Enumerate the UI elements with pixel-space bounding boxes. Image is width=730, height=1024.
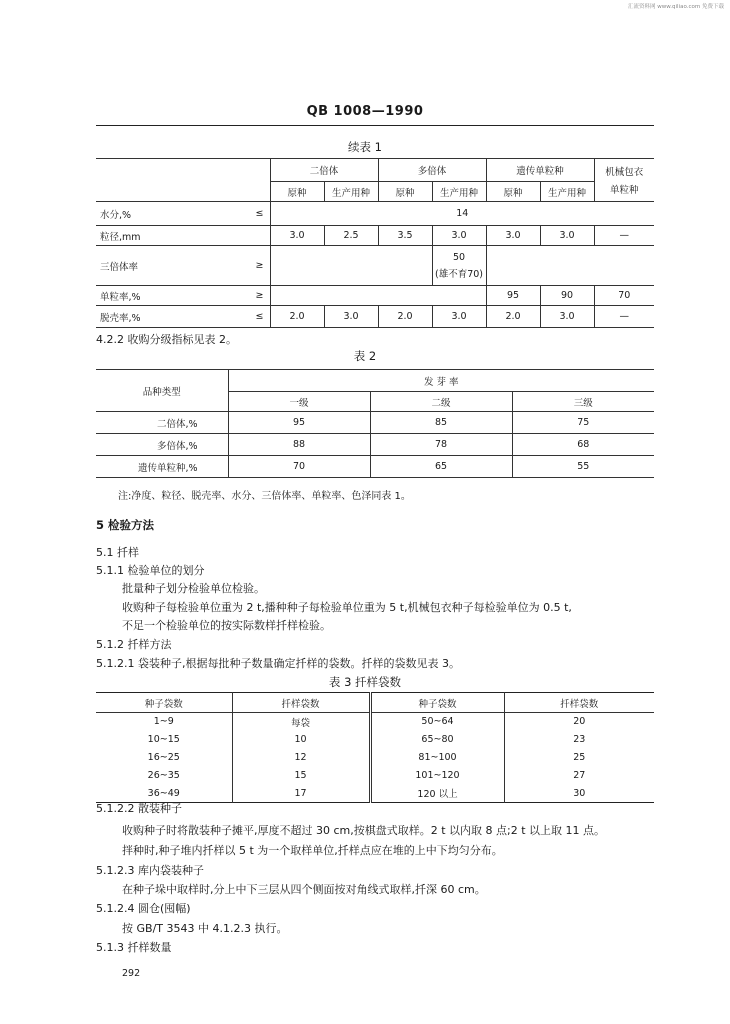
table1-triploid-note: (雄不育70) xyxy=(434,268,483,280)
table2-cell: 65 xyxy=(370,456,512,478)
table2-grade: 一级 xyxy=(228,392,370,412)
table2-cell: 68 xyxy=(512,434,654,456)
table1-row-label: 粒径,mm xyxy=(96,226,240,246)
table3-cell: 16~25 xyxy=(147,752,180,763)
table3-header: 扦样袋数 xyxy=(504,693,654,713)
page-number: 292 xyxy=(122,968,141,979)
table1-group-mech-line2: 单粒种 xyxy=(609,185,639,196)
table2-caption: 表 2 xyxy=(353,349,377,363)
table1-cell-empty xyxy=(270,246,432,286)
table1-cell: 3.5 xyxy=(378,226,432,246)
table1-cell: 2.0 xyxy=(270,306,324,328)
table1-cell: — xyxy=(594,306,654,328)
table1-row-label: 水分,% xyxy=(96,202,240,226)
table1-group-mech xyxy=(594,159,654,202)
table1-group: 多倍体 xyxy=(378,159,486,182)
clause-5-1: 5.1 扦样 xyxy=(96,546,139,559)
paragraph: 按 GB/T 3543 中 4.1.2.3 执行。 xyxy=(122,922,288,935)
table2-row-label: 多倍体,% xyxy=(96,434,228,456)
table2 xyxy=(96,369,654,478)
table1-group-mech-line1: 机械包衣 xyxy=(605,167,644,178)
table2-note: 注:净度、粒径、脱壳率、水分、三倍体率、单粒率、色泽同表 1。 xyxy=(118,491,411,502)
table1-row-label: 单粒率,% xyxy=(96,286,240,306)
paragraph: 批量种子划分检验单位检验。 xyxy=(122,582,265,595)
table1 xyxy=(96,158,654,328)
table1-cell-merged: 14 xyxy=(270,202,654,226)
table1-cell: 2.0 xyxy=(378,306,432,328)
table1-group: 二倍体 xyxy=(270,159,378,182)
table1-cell-empty xyxy=(270,286,486,306)
table1-row-symbol: ≥ xyxy=(240,286,270,306)
table2-row-label: 二倍体,% xyxy=(96,412,228,434)
table1-sub: 生产用种 xyxy=(540,182,594,202)
paragraph: 不足一个检验单位的按实际数样扦样检验。 xyxy=(122,619,331,632)
table1-group: 遗传单粒种 xyxy=(486,159,594,182)
table3-cell: 120 以上 xyxy=(370,785,504,803)
table3-cell: 26~35 xyxy=(147,770,180,781)
table2-cell: 85 xyxy=(370,412,512,434)
table2-group-header: 发 芽 率 xyxy=(228,370,654,392)
clause-5-1-2: 5.1.2 扦样方法 xyxy=(96,638,172,651)
table1-triploid-value: 50 xyxy=(452,251,466,263)
clause-5-1-2-3: 5.1.2.3 库内袋装种子 xyxy=(96,864,204,877)
watermark: 汇流资料网 www.qiliao.com 免费下载 xyxy=(628,4,724,10)
clause-5-1-1: 5.1.1 检验单位的划分 xyxy=(96,564,205,577)
table1-sub: 原种 xyxy=(486,182,540,202)
table1-sub: 生产用种 xyxy=(324,182,378,202)
table3-cell: 10 xyxy=(232,731,370,749)
table3 xyxy=(96,692,654,803)
table2-cell: 55 xyxy=(512,456,654,478)
standard-number: QB 1008—1990 xyxy=(306,104,424,119)
table3-cell: 15 xyxy=(232,767,370,785)
table1-cell-empty xyxy=(486,246,654,286)
clause-5-1-3: 5.1.3 扦样数量 xyxy=(96,941,172,954)
table3-cell: 10~15 xyxy=(147,734,180,745)
section-5-title: 5 检验方法 xyxy=(96,518,155,532)
table2-cell: 75 xyxy=(512,412,654,434)
table1-cell: 3.0 xyxy=(324,306,378,328)
table1-cell: 3.0 xyxy=(432,306,486,328)
paragraph: 在种子垛中取样时,分上中下三层从四个侧面按对角线式取样,扦深 60 cm。 xyxy=(122,883,486,896)
table3-header: 种子袋数 xyxy=(370,693,504,713)
table3-cell: 27 xyxy=(504,767,654,785)
table2-cell: 78 xyxy=(370,434,512,456)
table1-row-symbol: ≤ xyxy=(240,306,270,328)
paragraph: 收购种子每检验单位重为 2 t,播种种子每检验单位重为 5 t,机械包衣种子每检验单位为 0.5 t, xyxy=(122,601,572,614)
table3-header: 扦样袋数 xyxy=(232,693,370,713)
paragraph: 拌种时,种子堆内扦样以 5 t 为一个取样单位,扦样点应在堆的上中下均匀分布。 xyxy=(122,844,503,857)
table1-cell: 95 xyxy=(486,286,540,306)
clause-5-1-2-2: 5.1.2.2 散装种子 xyxy=(96,802,182,815)
paragraph: 收购种子时将散装种子摊平,厚度不超过 30 cm,按棋盘式取样。2 t 以内取 8 点;2 t 以上取 11 点。 xyxy=(122,824,606,837)
table1-cell: 90 xyxy=(540,286,594,306)
table1-sub: 生产用种 xyxy=(432,182,486,202)
table1-cell: 2.0 xyxy=(486,306,540,328)
table3-caption: 表 3 扦样袋数 xyxy=(328,675,402,689)
clause-5-1-2-1: 5.1.2.1 袋装种子,根据每批种子数量确定扦样的袋数。扦样的袋数见表 3。 xyxy=(96,657,460,670)
table3-cell: 25 xyxy=(504,749,654,767)
table1-corner xyxy=(96,159,270,202)
table2-cell: 70 xyxy=(228,456,370,478)
table1-cell: 3.0 xyxy=(540,306,594,328)
table3-cell: 1~9 xyxy=(153,716,174,728)
table1-row-label: 三倍体率 xyxy=(96,246,240,286)
table1-cell: — xyxy=(594,226,654,246)
table1-cell: 3.0 xyxy=(540,226,594,246)
table3-cell: 65~80 xyxy=(370,731,504,749)
table2-cell: 95 xyxy=(228,412,370,434)
table1-row-label: 脱壳率,% xyxy=(96,306,240,328)
table3-cell: 每袋 xyxy=(232,713,370,731)
table1-row-symbol: ≤ xyxy=(240,202,270,226)
table1-cell: 2.5 xyxy=(324,226,378,246)
table1-row-symbol xyxy=(240,226,270,246)
table3-cell: 23 xyxy=(504,731,654,749)
table3-cell: 12 xyxy=(232,749,370,767)
table3-cell: 20 xyxy=(504,713,654,731)
header-rule xyxy=(96,125,654,126)
table3-cell: 50~64 xyxy=(370,713,504,731)
clause-5-1-2-4: 5.1.2.4 圆仓(囤幅) xyxy=(96,902,191,915)
table1-caption: 续表 1 xyxy=(348,140,382,154)
table2-grade: 二级 xyxy=(370,392,512,412)
table3-cell: 36~49 xyxy=(147,787,180,799)
table3-cell: 17 xyxy=(232,785,370,803)
table1-sub: 原种 xyxy=(270,182,324,202)
table2-cell: 88 xyxy=(228,434,370,456)
table1-cell: 3.0 xyxy=(486,226,540,246)
table1-row-symbol: ≥ xyxy=(240,246,270,286)
table3-header: 种子袋数 xyxy=(96,693,232,713)
table2-row-label: 遗传单粒种,% xyxy=(96,456,228,478)
table2-grade: 三级 xyxy=(512,392,654,412)
clause-4-2-2: 4.2.2 收购分级指标见表 2。 xyxy=(96,333,237,346)
table1-cell: 3.0 xyxy=(270,226,324,246)
table1-sub: 原种 xyxy=(378,182,432,202)
table2-col-header: 品种类型 xyxy=(96,370,228,412)
table1-cell: 3.0 xyxy=(432,226,486,246)
table3-cell: 30 xyxy=(504,785,654,803)
table1-cell-triploid xyxy=(432,246,486,286)
table3-cell: 101~120 xyxy=(370,767,504,785)
table1-cell: 70 xyxy=(594,286,654,306)
table3-cell: 81~100 xyxy=(370,749,504,767)
